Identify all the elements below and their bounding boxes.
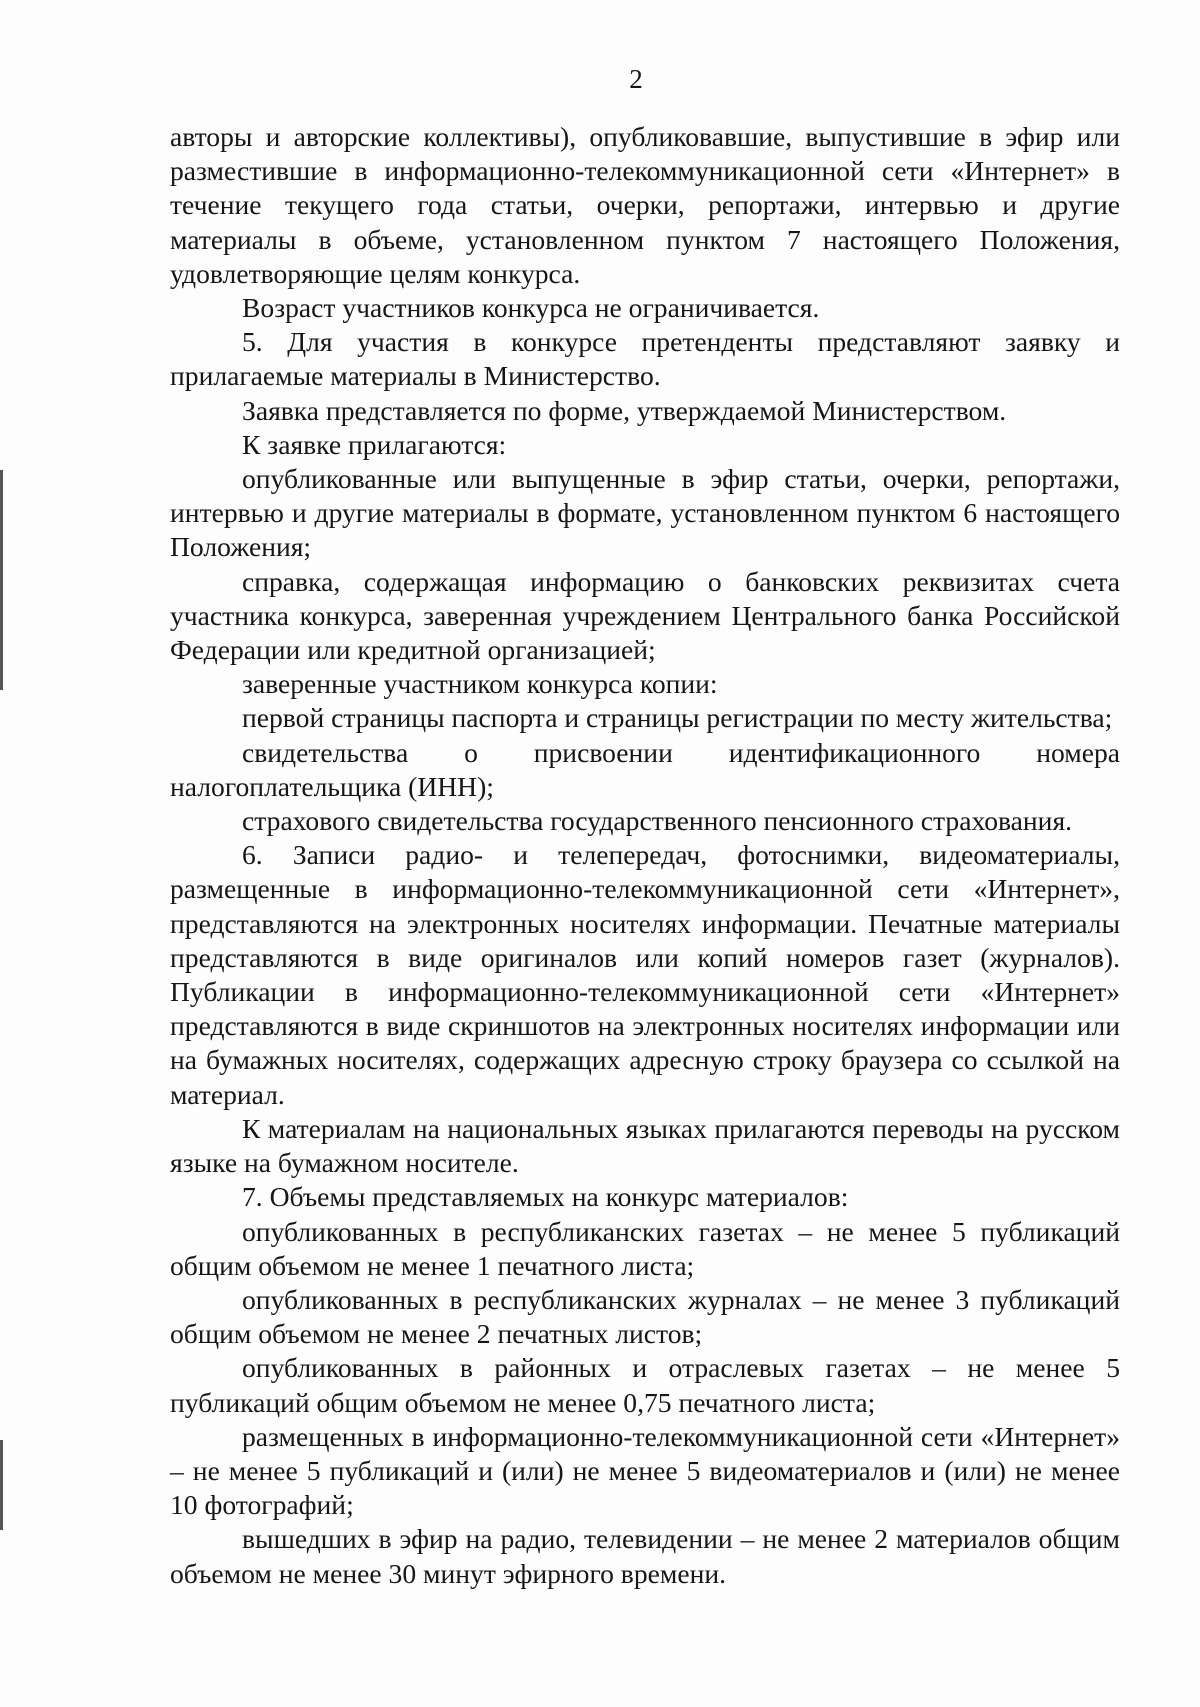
paragraph: свидетельства о присвоении идентификационного номера налогоплательщика (ИНН);: [170, 736, 1120, 802]
document-body: [170, 120, 1120, 1591]
scan-edge-mark: [0, 1440, 3, 1530]
paragraph: опубликованные или выпущенные в эфир статьи, очерки, репортажи, интервью и другие материалы в формате, установленном пунктом 6 настоящего Положения;: [170, 463, 1120, 563]
paragraph: авторы и авторские коллективы), опубликовавшие, выпустившие в эфир или разместившие в информационно-телекоммуникационной сети «Интернет» в течение текущего года статьи, очерки, репортажи, интервью и другие материалы в объеме, установленном пунктом 7 настоящего Положения, удовлетворяющие целям конкурса.: [170, 121, 1120, 289]
paragraph: Заявка представляется по форме, утверждаемой Министерством.: [242, 394, 1007, 426]
paragraph: 5. Для участия в конкурсе претенденты представляют заявку и прилагаемые материалы в Министерство.: [170, 326, 1120, 392]
paragraph: первой страницы паспорта и страницы регистрации по месту жительства;: [242, 702, 1113, 734]
paragraph: Возраст участников конкурса не ограничивается.: [242, 292, 820, 324]
paragraph: К заявке прилагаются:: [242, 428, 507, 460]
paragraph: страхового свидетельства государственного пенсионного страхования.: [242, 805, 1073, 837]
paragraph: вышедших в эфир на радио, телевидении – не менее 2 материалов общим объемом не менее 30 минут эфирного времени.: [170, 1523, 1120, 1589]
page-number: 2: [629, 64, 643, 94]
paragraph: опубликованных в районных и отраслевых газетах – не менее 5 публикаций общим объемом не менее 0,75 печатного листа;: [170, 1352, 1120, 1418]
paragraph: размещенных в информационно-телекоммуникационной сети «Интернет» – не менее 5 публикаций и (или) не менее 5 видеоматериалов и (или) не менее 10 фотографий;: [170, 1420, 1120, 1521]
paragraph: справка, содержащая информацию о банковских реквизитах счета участника конкурса, заверенная учреждением Центрального банка Российской Федерации или кредитной организацией;: [170, 565, 1120, 666]
paragraph: 7. Объемы представляемых на конкурс материалов:: [242, 1181, 849, 1213]
paragraph: опубликованных в республиканских газетах – не менее 5 публикаций общим объемом не менее 1 печатного листа;: [170, 1215, 1120, 1281]
scan-edge-mark: [0, 470, 3, 690]
paragraph: К материалам на национальных языках прилагаются переводы на русском языке на бумажном носителе.: [170, 1112, 1120, 1179]
paragraph: 6. Записи радио- и телепередач, фотоснимки, видеоматериалы, размещенные в информационно-телекоммуникационной сети «Интернет», представляются на электронных носителях информации. Печатные материалы представляются в виде оригиналов или копий номеров газет (журналов). Публикации в информационно-телекоммуникационной сети «Интернет» представляются в виде скриншотов на электронных носителях информации или на бумажных носителях, содержащих адресную строку браузера со ссылкой на материал.: [170, 839, 1120, 1110]
paragraph: заверенные участником конкурса копии:: [242, 668, 718, 700]
paragraph: опубликованных в республиканских журналах – не менее 3 публикаций общим объемом не менее 2 печатных листов;: [170, 1283, 1120, 1350]
